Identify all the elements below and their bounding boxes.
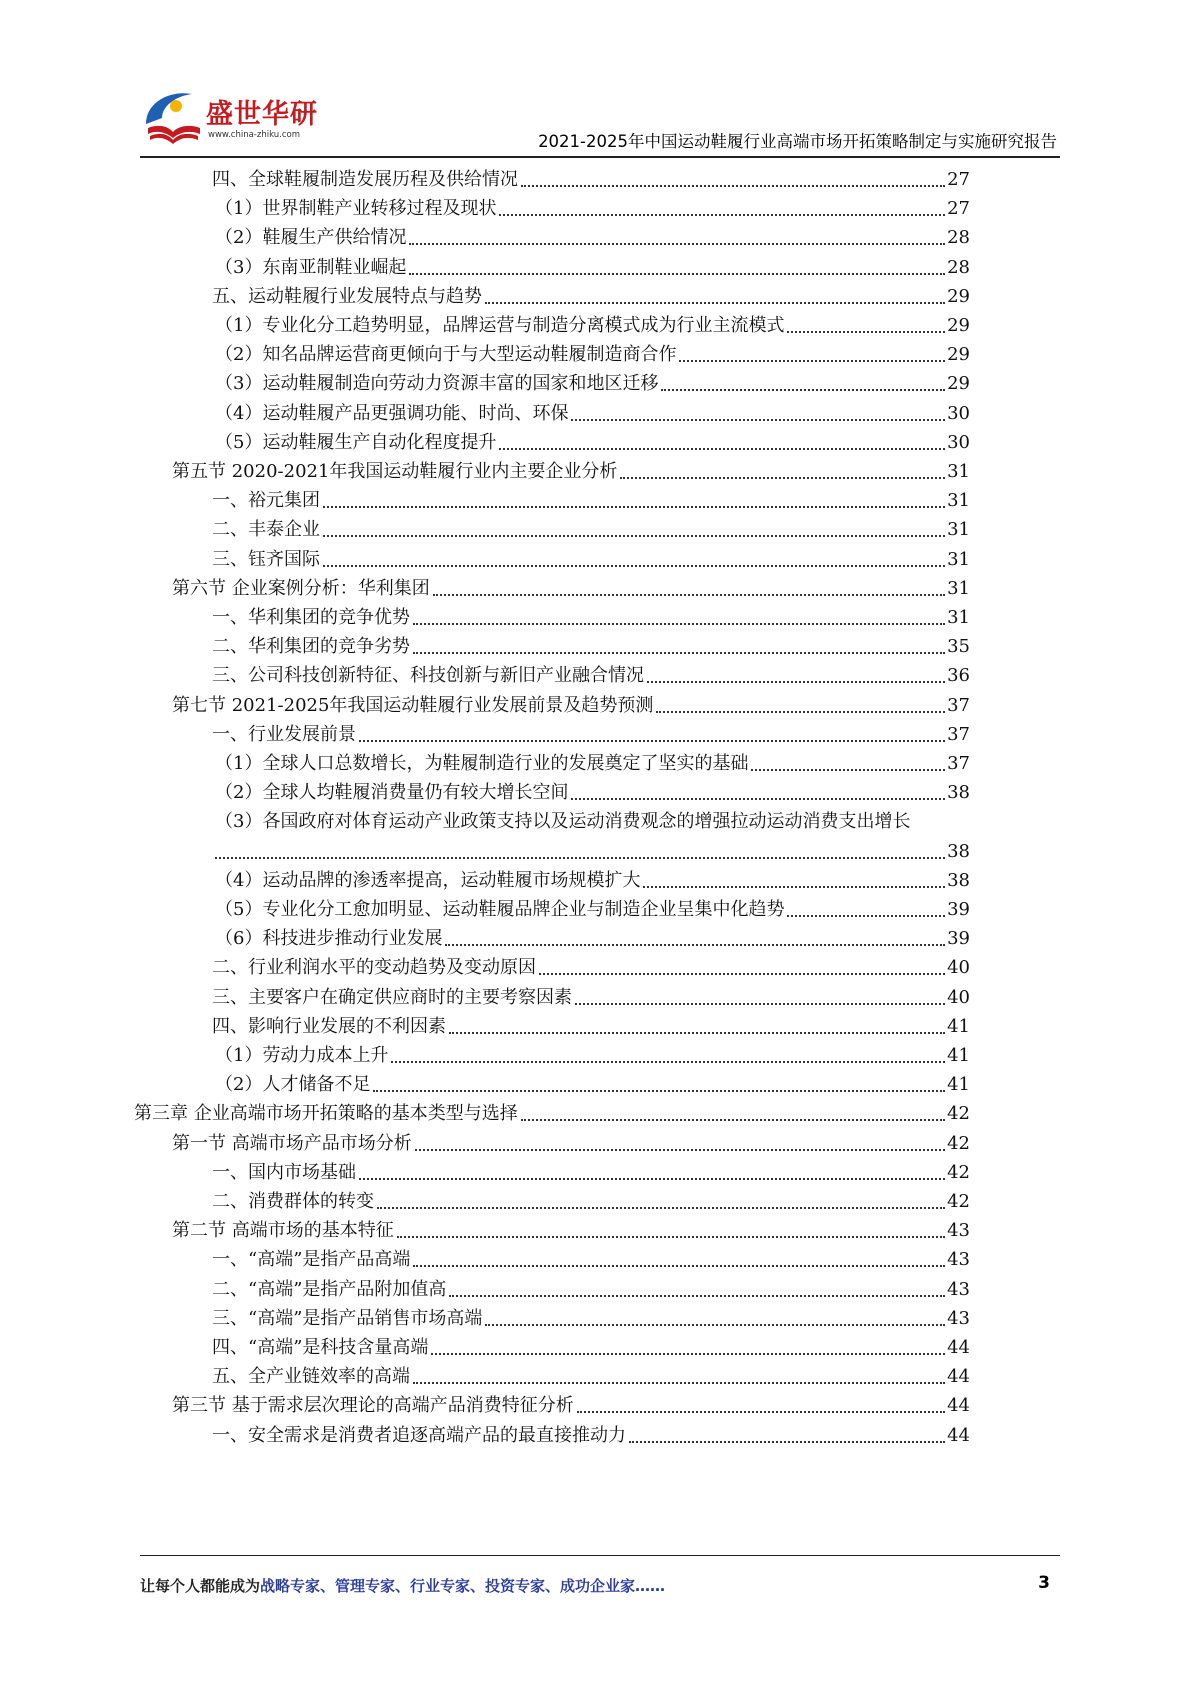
toc-dot-leader — [373, 1090, 945, 1092]
toc-entry-text: 一、华利集团的竞争优势 — [212, 607, 410, 628]
toc-dot-leader — [323, 506, 945, 508]
toc-entry-text: 二、消费群体的转变 — [212, 1191, 374, 1212]
toc-entry-page: 28 — [947, 256, 970, 278]
toc-dot-leader — [413, 1265, 945, 1267]
toc-entry-text: （4）运动鞋履产品更强调功能、时尚、环保 — [215, 402, 569, 424]
toc-dot-leader — [751, 769, 945, 771]
toc-entry-text: 四、“高端”是科技含量高端 — [212, 1337, 429, 1358]
toc-entry[interactable] — [215, 804, 970, 834]
toc-dot-leader — [323, 565, 945, 567]
toc-entry-page: 31 — [947, 548, 970, 570]
toc-entry-text: （1）全球人口总数增长，为鞋履制造行业的发展奠定了坚实的基础 — [215, 753, 749, 774]
toc-entry[interactable] — [172, 571, 970, 601]
toc-entry-page: 28 — [947, 227, 970, 249]
toc-entry-text: （3）东南亚制鞋业崛起 — [215, 256, 407, 278]
toc-entry-page: 37 — [947, 694, 970, 716]
toc-entry-page: 31 — [947, 490, 970, 512]
toc-dot-leader — [323, 535, 945, 537]
toc-entry[interactable] — [215, 892, 970, 922]
toc-entry[interactable] — [215, 220, 970, 250]
toc-entry[interactable] — [215, 775, 970, 805]
toc-entry[interactable] — [134, 1096, 970, 1126]
toc-entry-page: 31 — [947, 607, 970, 628]
toc-dot-leader — [787, 331, 945, 333]
toc-entry[interactable] — [212, 1155, 970, 1185]
toc-dot-leader — [787, 915, 945, 917]
toc-entry-text: （1）劳动力成本上升 — [215, 1045, 389, 1066]
toc-entry[interactable] — [212, 1359, 970, 1389]
toc-dot-leader — [656, 711, 945, 713]
toc-dot-leader — [629, 1441, 945, 1443]
toc-entry-text: 二、行业利润水平的变动趋势及变动原因 — [212, 957, 536, 979]
toc-entry-text: （2）知名品牌运营商更倾向于与大型运动鞋履制造商合作 — [215, 344, 677, 366]
toc-entry[interactable] — [215, 308, 970, 338]
toc-entry-page: 44 — [947, 1337, 970, 1358]
header-divider — [140, 156, 1060, 158]
toc-entry-page: 40 — [947, 986, 970, 1008]
toc-entry[interactable] — [215, 337, 970, 367]
toc-dot-leader — [431, 1353, 945, 1355]
toc-entry[interactable] — [172, 1388, 970, 1418]
toc-dot-leader — [433, 594, 945, 596]
logo-name: 盛世华研 — [206, 99, 318, 130]
toc-entry[interactable] — [212, 1301, 970, 1331]
toc-entry-page: 44 — [947, 1366, 970, 1388]
toc-entry[interactable] — [212, 1242, 970, 1272]
toc-entry-text: 三、钰齐国际 — [212, 548, 320, 570]
toc-entry[interactable] — [212, 1184, 970, 1214]
toc-entry-text: 一、行业发展前景 — [212, 723, 356, 745]
toc-entry-text: 二、“高端”是指产品附加值高 — [212, 1278, 447, 1300]
toc-dot-leader — [679, 360, 945, 362]
toc-entry[interactable] — [172, 454, 970, 484]
toc-entry-text: （1）专业化分工趋势明显，品牌运营与制造分离模式成为行业主流模式 — [215, 315, 785, 336]
toc-dot-leader — [409, 243, 945, 245]
toc-entry-text: 三、主要客户在确定供应商时的主要考察因素 — [212, 986, 572, 1008]
toc-entry-page: 30 — [947, 431, 970, 453]
toc-entry[interactable] — [212, 279, 970, 309]
toc-entry-continuation[interactable] — [212, 834, 970, 864]
toc-entry-text: （5）专业化分工愈加明显、运动鞋履品牌企业与制造企业呈集中化趋势 — [215, 899, 785, 920]
toc-entry-page: 38 — [947, 869, 970, 891]
toc-entry[interactable] — [212, 1330, 970, 1360]
toc-dot-leader — [409, 273, 945, 275]
toc-entry-page: 42 — [947, 1103, 970, 1125]
footer-slogan-prefix: 让每个人都能成为 — [140, 1577, 261, 1595]
toc-entry-page: 43 — [947, 1307, 970, 1329]
toc-entry[interactable] — [215, 1038, 970, 1068]
toc-entry[interactable] — [212, 1272, 970, 1302]
toc-entry-text: 一、国内市场基础 — [212, 1161, 356, 1183]
toc-entry[interactable] — [212, 1418, 970, 1448]
footer-slogan — [140, 1575, 665, 1596]
toc-entry-text: 第七节 2021-2025年我国运动鞋履行业发展前景及趋势预测 — [172, 694, 654, 716]
toc-entry-text: 一、裕元集团 — [212, 490, 320, 512]
toc-entry-text: 四、全球鞋履制造发展历程及供给情况 — [212, 169, 518, 190]
toc-entry[interactable] — [215, 921, 970, 951]
toc-entry-page: 41 — [947, 1074, 970, 1096]
toc-entry-text: 第五节 2020-2021年我国运动鞋履行业内主要企业分析 — [172, 461, 618, 482]
toc-entry-page: 41 — [947, 1045, 970, 1066]
toc-dot-leader — [499, 448, 945, 450]
toc-dot-leader — [359, 1178, 945, 1180]
toc-entry[interactable] — [212, 629, 970, 659]
book-logo-icon — [140, 84, 206, 150]
toc-entry-text: 四、影响行业发展的不利因素 — [212, 1015, 446, 1037]
toc-entry[interactable] — [172, 1126, 970, 1156]
toc-entry-page: 42 — [947, 1161, 970, 1183]
toc-entry[interactable] — [215, 250, 970, 280]
toc-entry[interactable] — [212, 658, 970, 688]
toc-entry[interactable] — [215, 396, 970, 426]
toc-dot-leader — [359, 740, 945, 742]
toc-entry-page: 29 — [947, 285, 970, 307]
toc-dot-leader — [413, 652, 945, 654]
toc-entry-page: 43 — [947, 1220, 970, 1242]
toc-dot-leader — [575, 1003, 945, 1005]
toc-entry-text: （3）运动鞋履制造向劳动力资源丰富的国家和地区迁移 — [215, 373, 659, 395]
toc-entry-text: 一、安全需求是消费者追逐高端产品的最直接推动力 — [212, 1424, 626, 1446]
toc-dot-leader — [571, 798, 945, 800]
footer-slogan-accent: 战略专家、管理专家、行业专家、投资专家、成功企业家…… — [260, 1577, 666, 1595]
page-number: 3 — [1038, 1573, 1050, 1593]
toc-dot-leader — [415, 1149, 945, 1151]
toc-entry-page: 37 — [947, 723, 970, 745]
toc-entry-page: 37 — [947, 753, 970, 774]
toc-dot-leader — [521, 185, 945, 187]
toc-entry-page: 39 — [947, 899, 970, 920]
toc-dot-leader — [449, 1295, 945, 1297]
toc-entry-text: （3）各国政府对体育运动产业政策支持以及运动消费观念的增强拉动运动消费支出增长 — [215, 811, 911, 833]
toc-dot-leader — [499, 214, 945, 216]
toc-entry-page: 43 — [947, 1249, 970, 1271]
report-title: 2021-2025年中国运动鞋履行业高端市场开拓策略制定与实施研究报告 — [538, 132, 1057, 151]
toc-entry[interactable] — [215, 425, 970, 455]
toc-entry-page: 29 — [947, 344, 970, 366]
toc-entry-page: 27 — [947, 169, 970, 190]
toc-entry-page: 30 — [947, 402, 970, 424]
toc-entry-page: 38 — [947, 782, 970, 804]
toc-dot-leader — [215, 857, 945, 859]
toc-entry-page: 35 — [947, 636, 970, 658]
company-logo — [140, 84, 320, 154]
toc-entry[interactable] — [212, 950, 970, 980]
toc-entry-text: （4）运动品牌的渗透率提高，运动鞋履市场规模扩大 — [215, 869, 641, 891]
toc-dot-leader — [397, 1236, 945, 1238]
toc-entry-page: 41 — [947, 1015, 970, 1037]
toc-entry[interactable] — [212, 717, 970, 747]
toc-entry-page: 31 — [947, 519, 970, 541]
toc-entry[interactable] — [212, 600, 970, 630]
toc-dot-leader — [377, 1207, 945, 1209]
toc-entry-text: （2）人才储备不足 — [215, 1074, 371, 1096]
toc-entry-page: 42 — [947, 1132, 970, 1154]
toc-entry-page: 42 — [947, 1191, 970, 1212]
toc-entry-page: 29 — [947, 373, 970, 395]
toc-dot-leader — [643, 886, 945, 888]
toc-dot-leader — [413, 1382, 945, 1384]
toc-dot-leader — [391, 1061, 945, 1063]
toc-entry-page: 44 — [947, 1424, 970, 1446]
toc-entry-page: 39 — [947, 928, 970, 950]
toc-dot-leader — [661, 389, 945, 391]
toc-entry-text: （6）科技进步推动行业发展 — [215, 928, 443, 950]
toc-entry-page: 31 — [947, 461, 970, 482]
toc-entry-page: 38 — [947, 840, 970, 862]
toc-entry[interactable] — [172, 1213, 970, 1243]
toc-entry[interactable] — [172, 688, 970, 718]
toc-dot-leader — [445, 944, 945, 946]
toc-entry[interactable] — [215, 366, 970, 396]
toc-entry[interactable] — [215, 1067, 970, 1097]
toc-entry[interactable] — [212, 512, 970, 542]
toc-entry-text: （2）全球人均鞋履消费量仍有较大增长空间 — [215, 782, 569, 804]
toc-dot-leader — [413, 623, 945, 625]
footer-divider — [140, 1555, 1060, 1556]
toc-entry[interactable] — [212, 980, 970, 1010]
toc-entry-text: （1）世界制鞋产业转移过程及现状 — [215, 198, 497, 220]
toc-entry-text: 二、华利集团的竞争劣势 — [212, 636, 410, 658]
toc-entry-page: 44 — [947, 1395, 970, 1417]
toc-entry-text: 第三章 企业高端市场开拓策略的基本类型与选择 — [134, 1103, 518, 1125]
toc-dot-leader — [539, 973, 945, 975]
toc-entry-text: 第一节 高端市场产品市场分析 — [172, 1132, 412, 1154]
toc-entry[interactable] — [215, 863, 970, 893]
toc-entry[interactable] — [215, 191, 970, 221]
toc-entry[interactable] — [212, 542, 970, 572]
toc-dot-leader — [485, 1324, 945, 1326]
toc-entry-page: 36 — [947, 665, 970, 687]
toc-dot-leader — [620, 477, 945, 479]
toc-entry-text: 二、丰泰企业 — [212, 519, 320, 541]
toc-entry-text: 一、“高端”是指产品高端 — [212, 1249, 411, 1271]
toc-entry[interactable] — [212, 162, 970, 192]
toc-entry-text: 第二节 高端市场的基本特征 — [172, 1220, 394, 1242]
toc-entry-text: （2）鞋履生产供给情况 — [215, 227, 407, 249]
toc-entry-text: 第三节 基于需求层次理论的高端产品消费特征分析 — [172, 1395, 574, 1417]
toc-entry-page: 40 — [947, 957, 970, 979]
toc-entry-page: 27 — [947, 198, 970, 220]
toc-dot-leader — [485, 302, 945, 304]
toc-dot-leader — [571, 419, 945, 421]
toc-entry-page: 31 — [947, 577, 970, 599]
logo-url: www.china-zhiku.com — [208, 130, 300, 140]
toc-entry-text: 第六节 企业案例分析：华利集团 — [172, 577, 430, 599]
toc-dot-leader — [577, 1411, 945, 1413]
toc-entry-text: 五、全产业链效率的高端 — [212, 1366, 410, 1388]
toc-dot-leader — [647, 681, 945, 683]
toc-entry[interactable] — [212, 483, 970, 513]
toc-entry-page: 43 — [947, 1278, 970, 1300]
toc-entry[interactable] — [215, 746, 970, 776]
toc-entry-text: 三、公司科技创新特征、科技创新与新旧产业融合情况 — [212, 665, 644, 687]
toc-dot-leader — [449, 1032, 945, 1034]
toc-entry-page: 29 — [947, 315, 970, 336]
toc-entry-text: 五、运动鞋履行业发展特点与趋势 — [212, 285, 482, 307]
toc-entry-text: （5）运动鞋履生产自动化程度提升 — [215, 431, 497, 453]
toc-entry[interactable] — [212, 1009, 970, 1039]
toc-entry-text: 三、“高端”是指产品销售市场高端 — [212, 1307, 483, 1329]
toc-dot-leader — [521, 1119, 945, 1121]
